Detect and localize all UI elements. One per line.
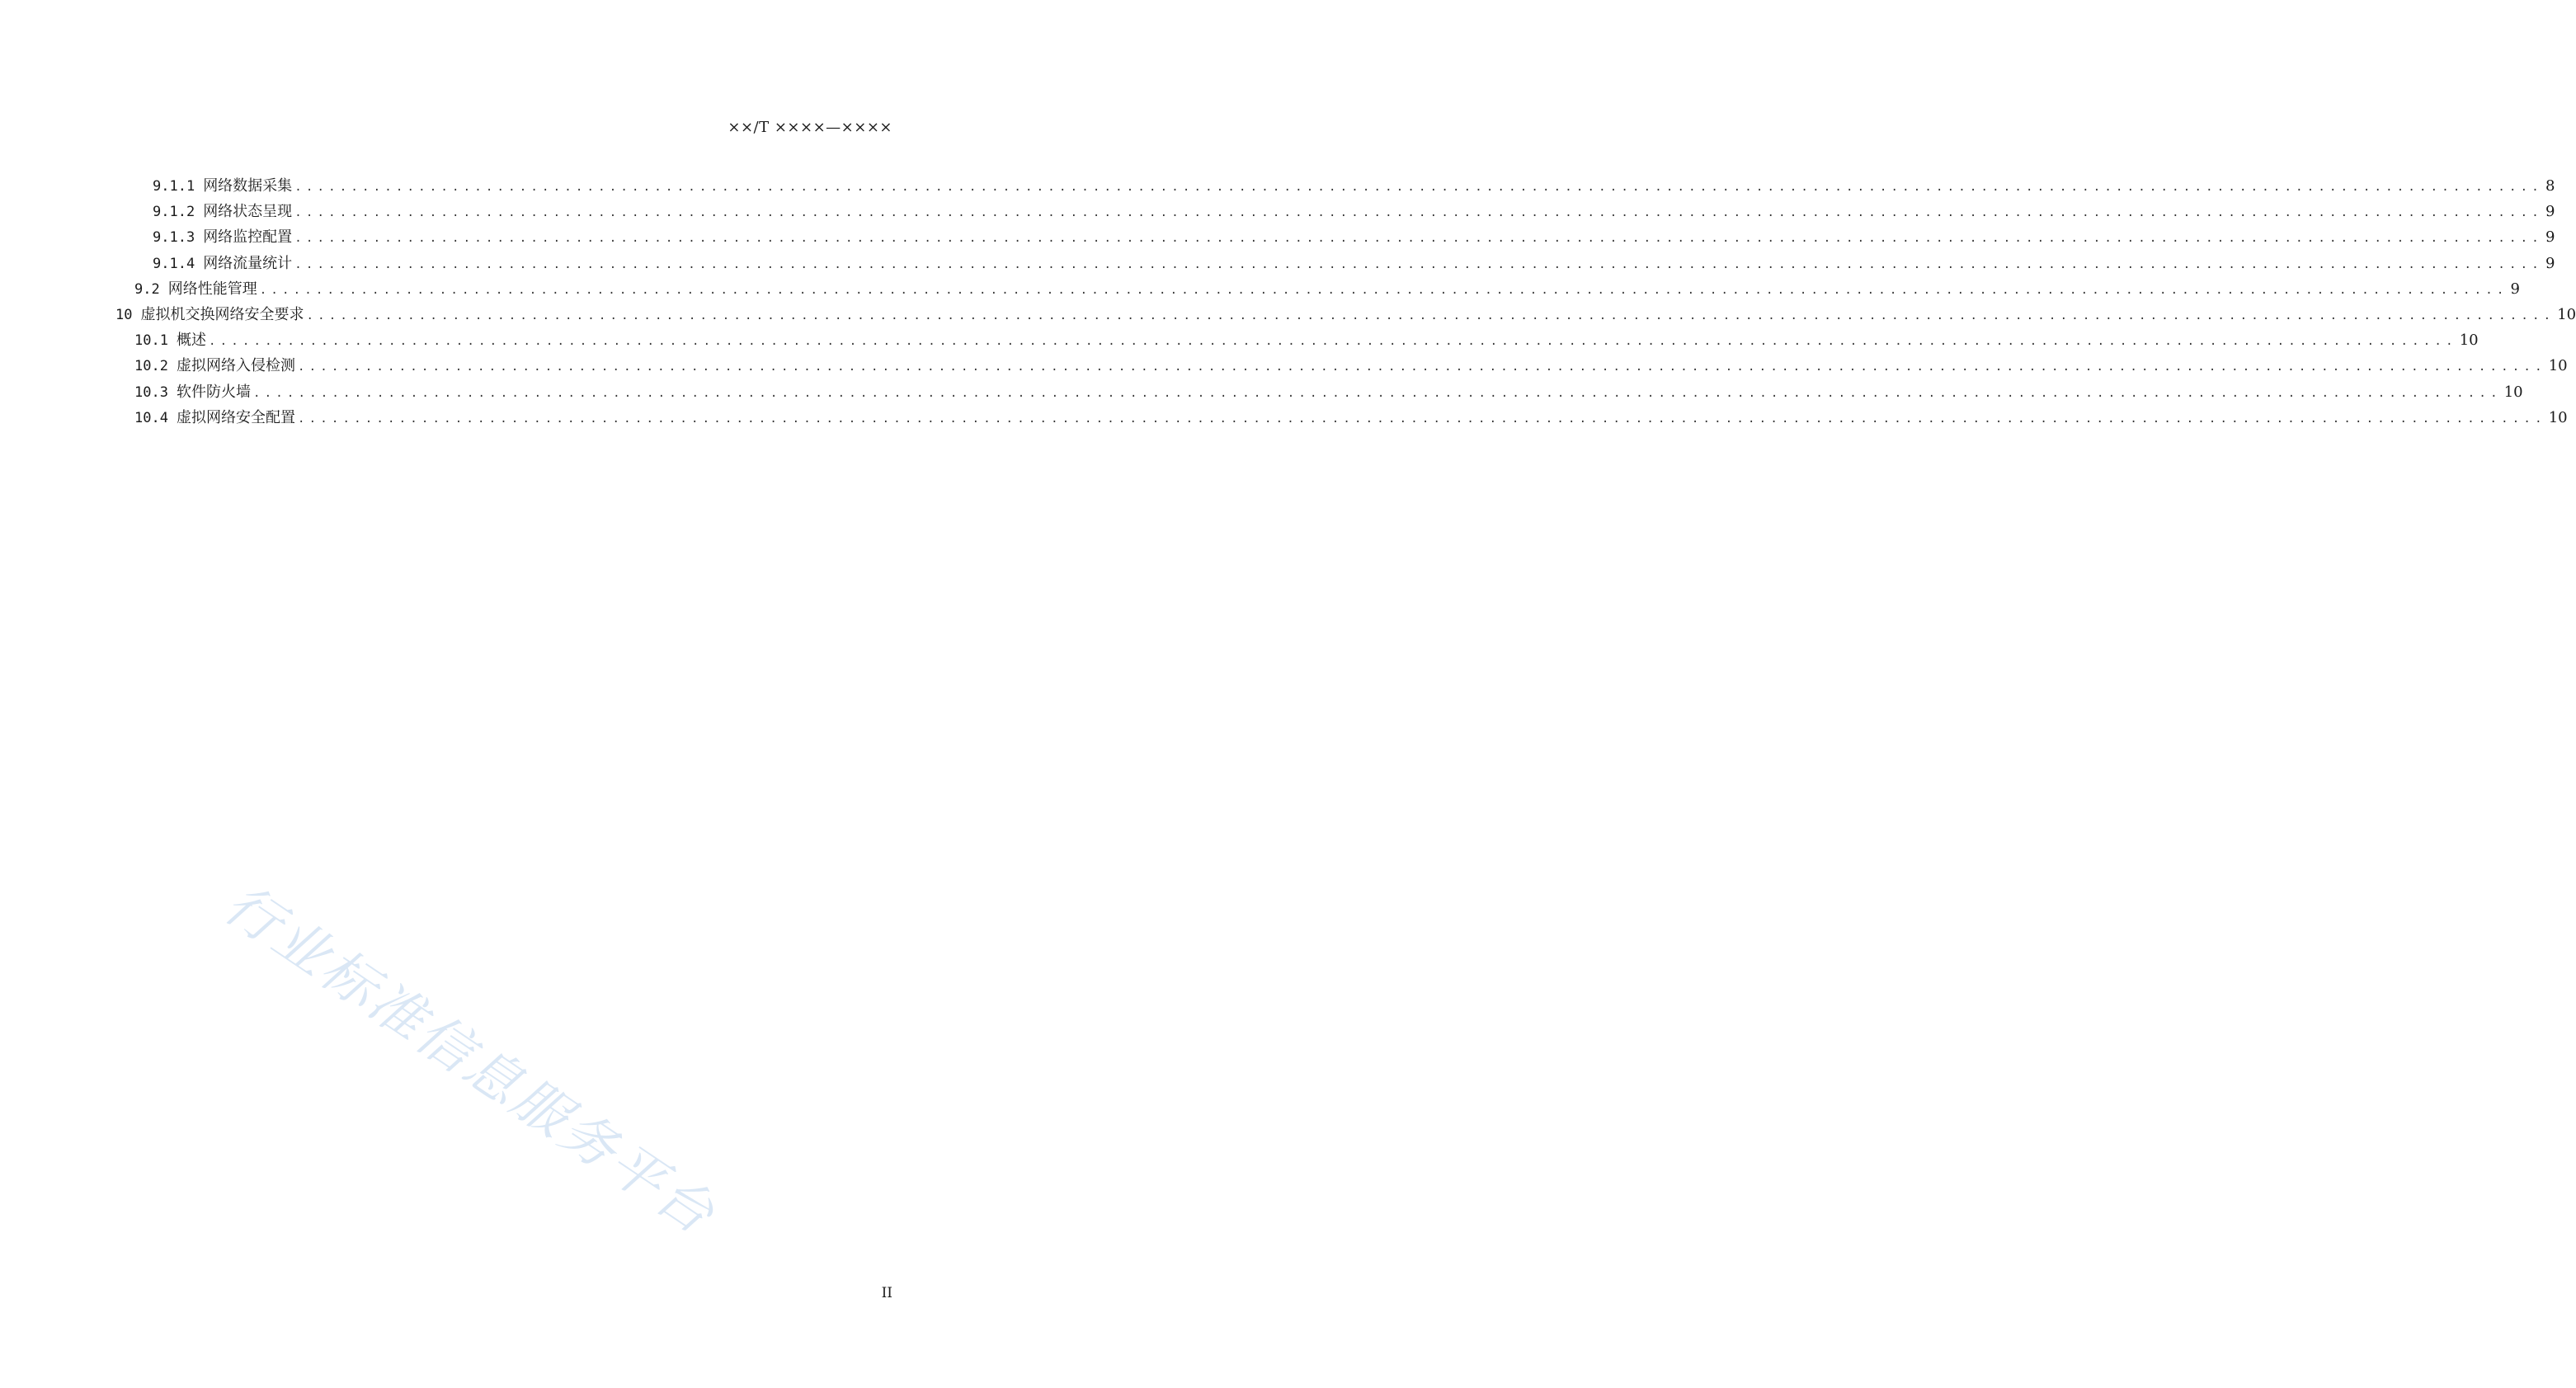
toc-entry[interactable]: [115, 276, 2520, 302]
toc-entry-page: 9: [2545, 203, 2555, 221]
toc-entry[interactable]: [115, 251, 2555, 276]
toc-entry[interactable]: [115, 379, 2523, 405]
toc-dot-leader: ........................................................................................................................................................................................................: [208, 335, 2457, 349]
toc-entry-number: 9.1.2: [153, 204, 195, 221]
toc-entry-title: 网络状态呈现: [203, 203, 293, 221]
toc-dot-leader: ........................................................................................................................................................................................................: [294, 181, 2543, 194]
toc-dot-leader: ........................................................................................................................................................................................................: [294, 232, 2543, 246]
toc-entry-page: 9: [2545, 254, 2555, 272]
toc-entry-number: 10.1: [134, 332, 168, 350]
toc-entry-number: 9.1.1: [153, 178, 195, 195]
toc-entry[interactable]: [115, 224, 2555, 250]
watermark: 行业标准信息服务平台: [213, 872, 728, 1248]
toc-entry-title: 网络流量统计: [203, 254, 293, 272]
toc-entry-title: 虚拟机交换网络安全要求: [140, 305, 304, 323]
document-code: ××/T ××××—××××: [728, 119, 892, 136]
toc-entry-page: 8: [2545, 177, 2555, 195]
toc-entry-title: 概述: [176, 332, 206, 350]
toc-dot-leader: ........................................................................................................................................................................................................: [297, 412, 2546, 426]
toc-entry-number: 10: [115, 306, 133, 323]
toc-entry-number: 10.4: [134, 409, 168, 426]
toc-entry-page: 9: [2510, 280, 2520, 298]
toc-entry-number: 9.2: [134, 280, 160, 298]
toc-entry[interactable]: [115, 173, 2555, 199]
toc-dot-leader: ........................................................................................................................................................................................................: [252, 386, 2502, 400]
toc-dot-leader: ........................................................................................................................................................................................................: [259, 283, 2508, 297]
toc-entry-page: 10: [2557, 305, 2576, 323]
toc-entry-page: 10: [2459, 332, 2479, 350]
toc-entry-title: 虚拟网络安全配置: [176, 408, 295, 426]
toc-entry-title: 网络性能管理: [167, 280, 257, 298]
toc-entry[interactable]: [115, 302, 2576, 327]
toc-dot-leader: ........................................................................................................................................................................................................: [294, 206, 2543, 220]
toc-entry-page: 10: [2548, 408, 2568, 426]
toc-entry-title: 虚拟网络入侵检测: [176, 357, 295, 375]
toc-entry-number: 10.3: [134, 383, 168, 401]
toc-entry-title: 网络数据采集: [203, 177, 293, 195]
toc-entry-title: 网络监控配置: [203, 228, 293, 247]
toc-entry-page: 10: [2503, 383, 2523, 401]
toc-entry-number: 10.2: [134, 358, 168, 375]
toc-dot-leader: ........................................................................................................................................................................................................: [297, 360, 2546, 374]
toc-entry[interactable]: [115, 353, 2568, 379]
page-number: II: [881, 1285, 892, 1301]
toc-entry-number: 9.1.3: [153, 229, 195, 247]
toc-dot-leader: ........................................................................................................................................................................................................: [294, 257, 2543, 271]
toc-dot-leader: ........................................................................................................................................................................................................: [306, 308, 2555, 322]
toc-entry-page: 10: [2548, 357, 2568, 375]
toc-entry-title: 软件防火墙: [176, 383, 251, 401]
toc-entry[interactable]: [115, 199, 2555, 224]
table-of-contents: [115, 173, 2576, 431]
toc-entry-number: 9.1.4: [153, 255, 195, 272]
toc-entry-page: 9: [2545, 228, 2555, 247]
toc-entry[interactable]: [115, 327, 2479, 353]
toc-entry[interactable]: [115, 405, 2568, 431]
